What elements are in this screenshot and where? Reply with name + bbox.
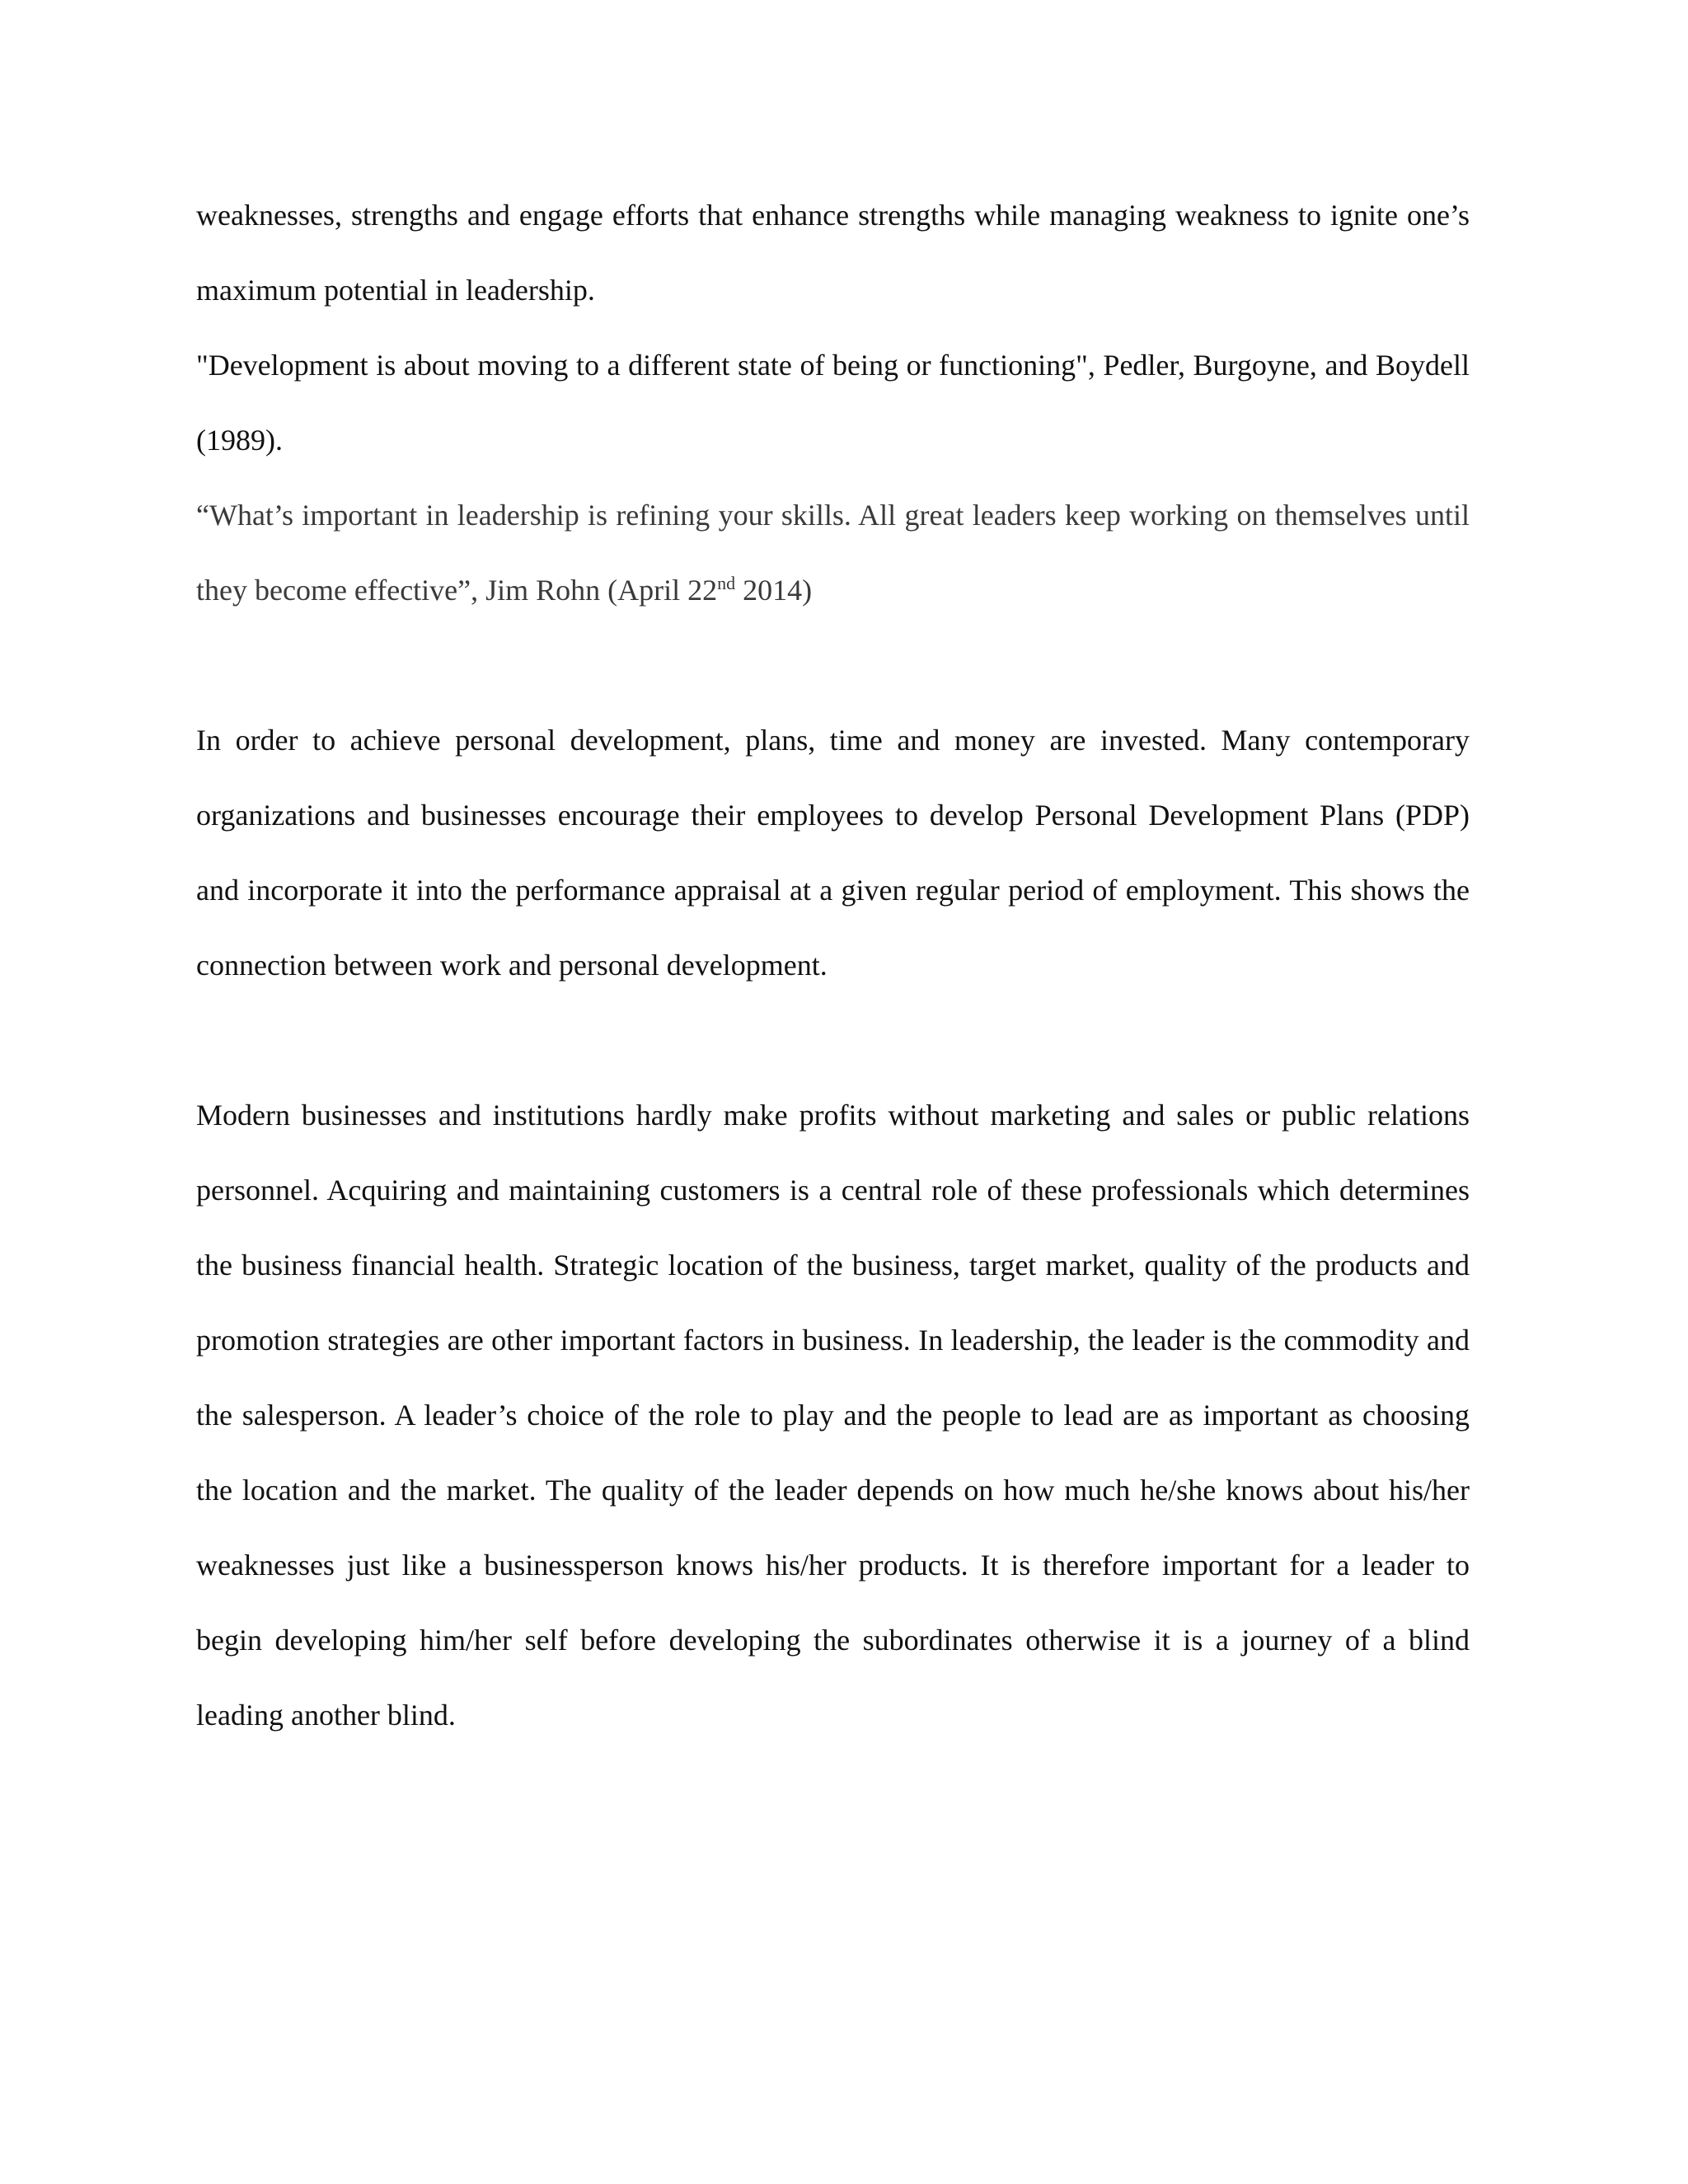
- intro-paragraph: weaknesses, strengths and engage efforts that enhance strengths while managing weakness to ignite one’s maximum potential in leadership.: [196, 199, 1470, 307]
- rohn-quote-text: “What’s important in leadership is refining your skills. All great leaders keep working on themselves until they become effective”, Jim Rohn (April 22: [196, 499, 1470, 607]
- business-leadership-paragraph: Modern businesses and institutions hardly make profits without marketing and sales or public relations personnel. Acquiring and maintaining customers is a central role of these professionals which determines the business financial health. Strategic location of the business, target market, quality of the products and promotion strategies are other important factors in business. In leadership, the leader is the commodity and the salesperson. A leader’s choice of the role to play and the people to lead are as important as choosing the location and the market. The quality of the leader depends on how much he/she knows about his/her weaknesses just like a businessperson knows his/her products. It is therefore important for a leader to begin developing him/her self before developing the subordinates otherwise it is a journey of a blind leading another blind.: [196, 1099, 1470, 1732]
- pedler-quote: "Development is about moving to a different state of being or functioning", Pedler, Burgoyne, and Boydell (1989).: [196, 349, 1470, 457]
- rohn-quote: [196, 478, 1470, 628]
- pdp-paragraph: In order to achieve personal development, plans, time and money are invested. Many contemporary organizations and businesses encourage their employees to develop Personal Development Plans (PDP) and incorporate it into the performance appraisal at a given regular period of employment. This shows the connection between work and personal development.: [196, 724, 1470, 982]
- date-ordinal-suffix: nd: [717, 573, 736, 593]
- rohn-quote-year: 2014): [735, 574, 813, 607]
